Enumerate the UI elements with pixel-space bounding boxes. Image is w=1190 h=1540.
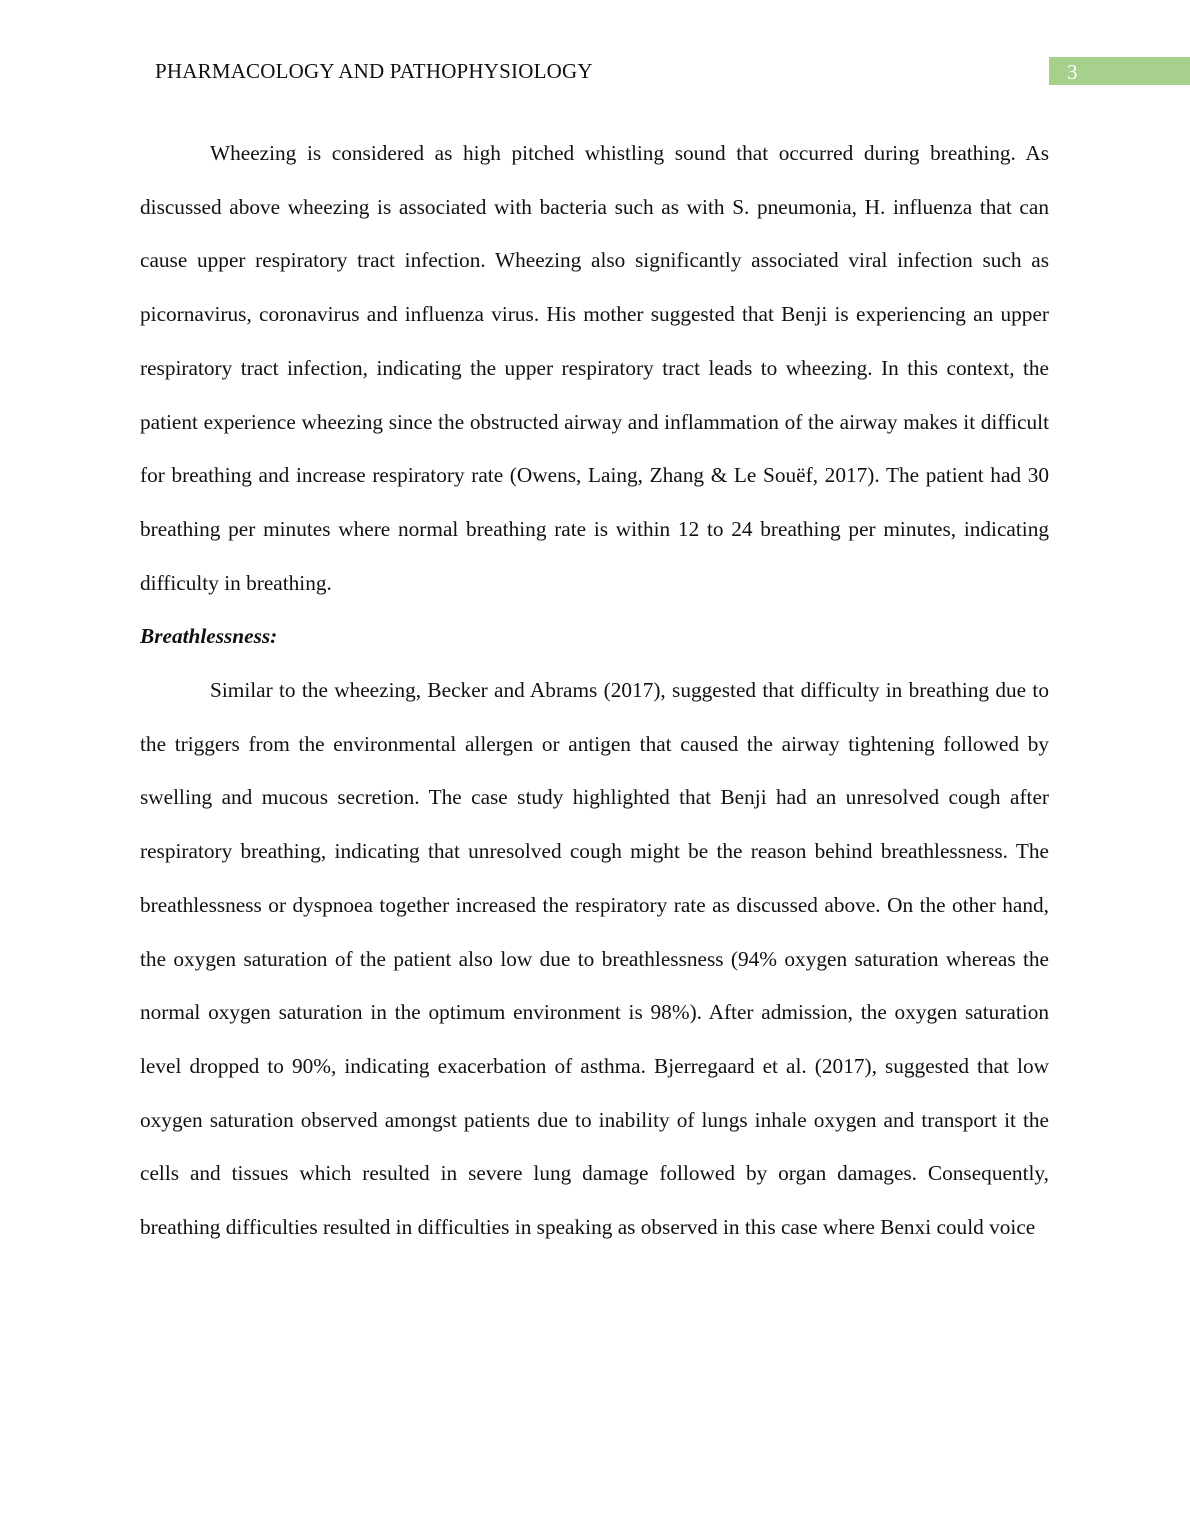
page-number: 3 — [1067, 60, 1078, 84]
paragraph-wheezing: Wheezing is considered as high pitched whistling sound that occurred during breathing. As discussed above wheezing is associated with bacteria such as with S. pneumonia, H. influenza that can cause upper respiratory tract infection. Wheezing also significantly associated viral infection such as picornavirus, coronavirus and influenza virus. His mother suggested that Benji is experiencing an upper respiratory tract infection, indicating the upper respiratory tract leads to wheezing. In this context, the patient experience wheezing since the obstructed airway and inflammation of the airway makes it difficult for breathing and increase respiratory rate (Owens, Laing, Zhang & Le Souëf, 2017). The patient had 30 breathing per minutes where normal breathing rate is within 12 to 24 breathing per minutes, indicating difficulty in breathing. — [140, 141, 1049, 595]
running-head: PHARMACOLOGY AND PATHOPHYSIOLOGY — [155, 59, 593, 83]
document-body — [140, 127, 1049, 1255]
page-number-box — [1049, 57, 1190, 85]
paragraph-breathlessness: Similar to the wheezing, Becker and Abrams (2017), suggested that difficulty in breathing due to the triggers from the environmental allergen or antigen that caused the airway tightening followed by swelling and mucous secretion. The case study highlighted that Benji had an unresolved cough after respiratory breathing, indicating that unresolved cough might be the reason behind breathlessness. The breathlessness or dyspnoea together increased the respiratory rate as discussed above. On the other hand, the oxygen saturation of the patient also low due to breathlessness (94% oxygen saturation whereas the normal oxygen saturation in the optimum environment is 98%). After admission, the oxygen saturation level dropped to 90%, indicating exacerbation of asthma. Bjerregaard et al. (2017), suggested that low oxygen saturation observed amongst patients due to inability of lungs inhale oxygen and transport it the cells and tissues which resulted in severe lung damage followed by organ damages. Consequently, breathing difficulties resulted in difficulties in speaking as observed in this case where Benxi could voice — [140, 678, 1049, 1240]
section-heading-breathlessness: Breathlessness: — [140, 624, 278, 649]
